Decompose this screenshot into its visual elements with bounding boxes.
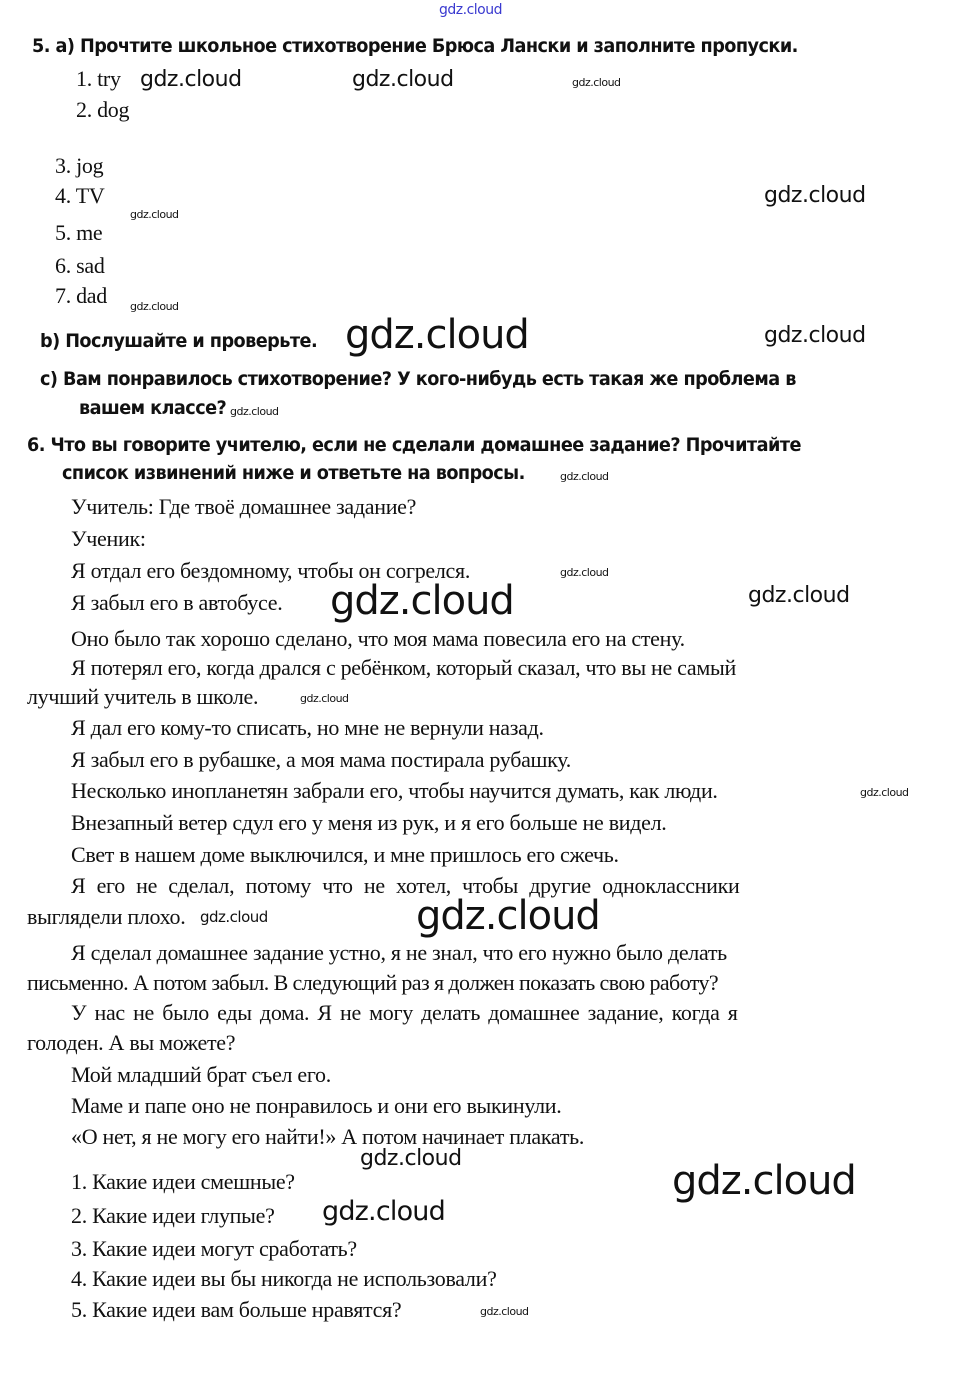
exercise-6-heading-line2: список извинений ниже и ответьте на вопросы.	[62, 462, 525, 484]
question-2: 2. Какие идеи глупые?	[71, 1203, 275, 1228]
student-line: Ученик:	[71, 526, 146, 551]
watermark: gdz.cloud	[560, 470, 609, 483]
answer-3: 3. jog	[55, 153, 104, 178]
watermark: gdz.cloud	[345, 312, 529, 358]
exercise-6-heading-line1: 6. Что вы говорите учителю, если не сделали домашнее задание? Прочитайте	[27, 434, 801, 456]
answer-4: 4. TV	[55, 183, 105, 208]
excuse-4-cont: лучший учитель в школе.	[27, 684, 259, 709]
answer-1: 1. try	[76, 66, 121, 91]
excuse-15: «О нет, я не могу его найти!» А потом начинает плакать.	[71, 1124, 585, 1149]
exercise-5a-heading: 5. a) Прочтите школьное стихотворение Брюса Лански и заполните пропуски.	[32, 35, 798, 57]
watermark: gdz.cloud	[230, 405, 279, 418]
excuse-10: Я его не сделал, потому что не хотел, чтобы другие одноклассники	[71, 873, 740, 898]
watermark: gdz.cloud	[672, 1158, 856, 1204]
watermark: gdz.cloud	[360, 1146, 462, 1171]
watermark: gdz.cloud	[130, 208, 179, 221]
watermark: gdz.cloud	[330, 578, 514, 624]
excuse-11-cont: письменно. А потом забыл. В следующий раз я должен показать свою работу?	[27, 970, 719, 995]
excuse-11: Я сделал домашнее задание устно, я не знал, что его нужно было делать	[71, 940, 727, 965]
excuse-9: Свет в нашем доме выключился, и мне пришлось его сжечь.	[71, 842, 619, 867]
exercise-5c-heading-line1: c) Вам понравилось стихотворение? У кого-нибудь есть такая же проблема в	[40, 368, 796, 390]
watermark: gdz.cloud	[322, 1196, 445, 1227]
question-1: 1. Какие идеи смешные?	[71, 1169, 295, 1194]
excuse-10-cont: выглядели плохо.	[27, 904, 186, 929]
watermark: gdz.cloud	[860, 786, 909, 799]
watermark: gdz.cloud	[416, 893, 600, 939]
exercise-5b-heading: b) Послушайте и проверьте.	[40, 330, 318, 352]
answer-6: 6. sad	[55, 253, 105, 278]
watermark: gdz.cloud	[480, 1305, 529, 1318]
exercise-5c-heading-line2: вашем классе?	[79, 397, 227, 419]
excuse-1: Я отдал его бездомному, чтобы он согрелся.	[71, 558, 471, 583]
watermark: gdz.cloud	[300, 692, 349, 705]
watermark: gdz.cloud	[560, 566, 609, 579]
watermark: gdz.cloud	[748, 583, 850, 608]
teacher-line: Учитель: Где твоё домашнее задание?	[71, 494, 417, 519]
answer-7: 7. dad	[55, 283, 107, 308]
question-4: 4. Какие идеи вы бы никогда не использовали?	[71, 1266, 497, 1291]
excuse-14: Маме и папе оно не понравилось и они его выкинули.	[71, 1093, 562, 1118]
watermark: gdz.cloud	[764, 183, 866, 208]
answer-5: 5. me	[55, 220, 103, 245]
excuse-6: Я забыл его в рубашке, а моя мама постирала рубашку.	[71, 747, 571, 772]
excuse-12-cont: голоден. А вы можете?	[27, 1030, 236, 1055]
question-3: 3. Какие идеи могут сработать?	[71, 1236, 357, 1261]
excuse-13: Мой младший брат съел его.	[71, 1062, 331, 1087]
excuse-12: У нас не было еды дома. Я не могу делать домашнее задание, когда я	[71, 1000, 738, 1025]
answer-2: 2. dog	[76, 97, 130, 122]
excuse-4: Я потерял его, когда дрался с ребёнком, который сказал, что вы не самый	[71, 655, 736, 680]
watermark: gdz.cloud	[572, 76, 621, 89]
watermark-top: gdz.cloud	[439, 2, 502, 18]
watermark: gdz.cloud	[764, 323, 866, 348]
excuse-5: Я дал его кому-то списать, но мне не вернули назад.	[71, 715, 544, 740]
watermark: gdz.cloud	[130, 300, 179, 313]
question-5: 5. Какие идеи вам больше нравятся?	[71, 1297, 402, 1322]
excuse-3: Оно было так хорошо сделано, что моя мама повесила его на стену.	[71, 626, 685, 651]
excuse-8: Внезапный ветер сдул его у меня из рук, и я его больше не видел.	[71, 810, 667, 835]
watermark: gdz.cloud	[200, 908, 268, 926]
watermark: gdz.cloud	[352, 67, 454, 92]
excuse-7: Несколько инопланетян забрали его, чтобы научится думать, как люди.	[71, 778, 718, 803]
excuse-2: Я забыл его в автобусе.	[71, 590, 283, 615]
watermark: gdz.cloud	[140, 67, 242, 92]
